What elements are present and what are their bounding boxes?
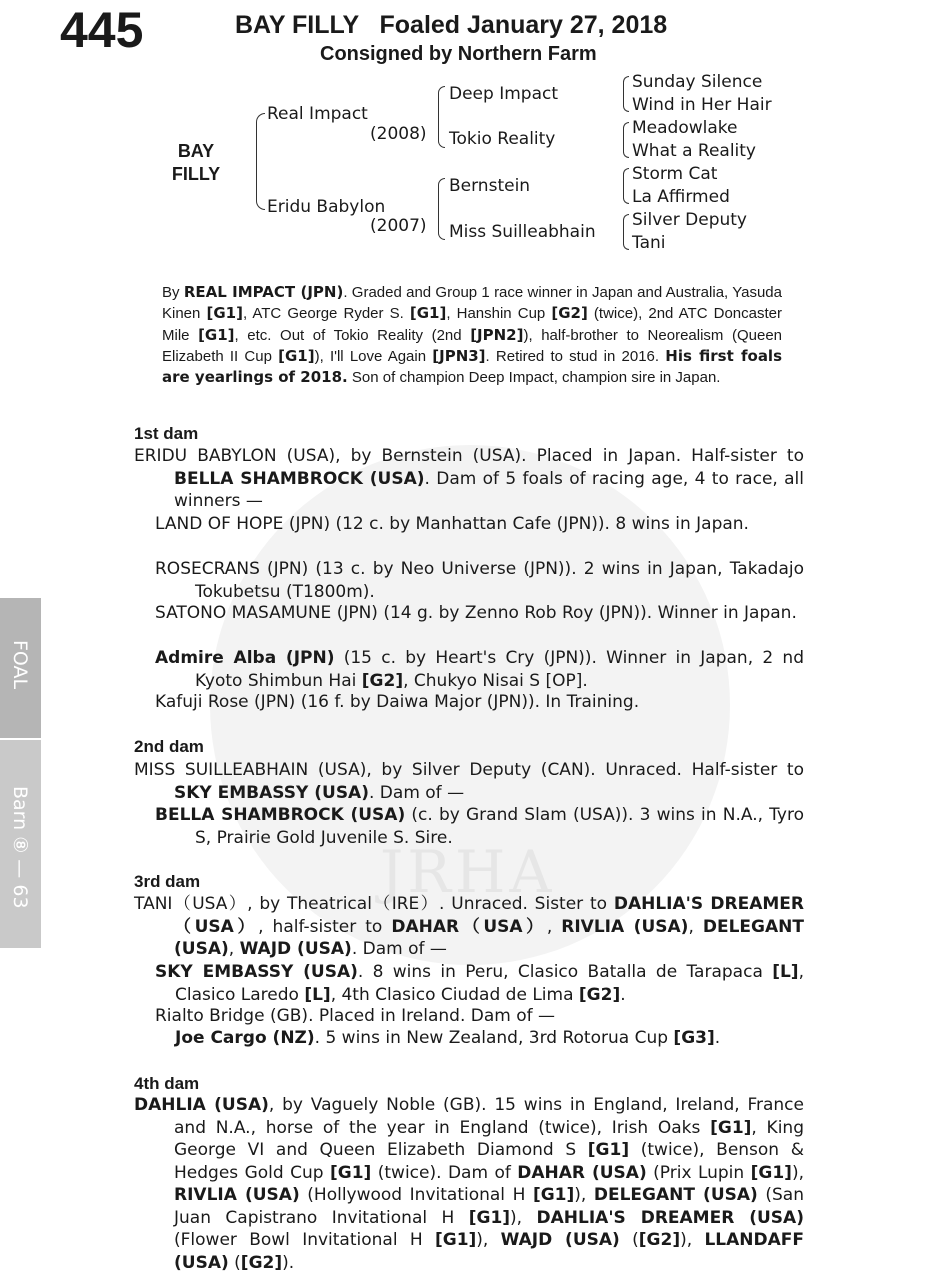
bold-name: BELLA SHAMBROCK (USA): [174, 468, 425, 489]
text: , Hanshin Cup: [446, 305, 552, 323]
bold-name: WAJD (USA): [500, 1230, 620, 1250]
section-heading-2nd-dam: 2nd dam: [134, 737, 204, 756]
sire-sire: Deep Impact: [449, 84, 558, 104]
dam-paragraph: [134, 759, 804, 804]
text: , Clasico Laredo: [175, 962, 804, 1005]
text: (Flower Bowl Invitational H: [174, 1230, 435, 1250]
page-title: BAY FILLY Foaled January 27, 2018: [235, 11, 668, 39]
section-heading-4th-dam: 4th dam: [134, 1074, 200, 1093]
dam-name: Eridu Babylon: [267, 197, 386, 217]
foal-entry: SATONO MASAMUNE (JPN) (14 g. by Zenno Rob Roy (JPN)). Winner in Japan.: [155, 603, 797, 623]
text: , half-sister to: [258, 916, 392, 937]
foal-entry: [155, 804, 804, 849]
pedigree-g3: Storm Cat: [632, 164, 718, 184]
grade-badge: [G1]: [434, 1230, 477, 1250]
text: , ATC George Ryder S.: [242, 305, 410, 323]
bold-name: BELLA SHAMBROCK (USA): [155, 805, 406, 825]
text: . Graded and Group 1 race winner in Japan and Australia, Yasuda Kinen: [162, 284, 782, 323]
foal-entry: Rialto Bridge (GB). Placed in Ireland. Dam of —: [155, 1006, 556, 1026]
foal-entry: [175, 1027, 804, 1050]
bold-name: DAHAR (USA): [517, 1162, 647, 1183]
bold-name: Admire Alba (JPN): [155, 648, 335, 668]
text: ).: [282, 1252, 295, 1273]
grade-badge: [G1]: [587, 1140, 630, 1160]
brace: [438, 178, 445, 240]
section-heading-3rd-dam: 3rd dam: [134, 872, 201, 891]
foal-entry: ROSECRANS (JPN) (13 c. by Neo Universe (JPN)). 2 wins in Japan, Takadajo Tokubetsu (T1800m).: [155, 559, 804, 602]
text: (twice). Dam of: [371, 1162, 518, 1183]
sire-bold: REAL IMPACT (JPN): [183, 283, 344, 301]
text: , Chukyo Nisai S [OP].: [403, 670, 588, 691]
text: . Dam of —: [351, 939, 447, 959]
brace: [623, 214, 629, 250]
bold-name: DAHAR（USA）: [391, 916, 547, 937]
grade-badge: [G1]: [750, 1162, 792, 1183]
grade-badge: [G1]: [206, 304, 243, 323]
text: ),: [574, 1185, 594, 1205]
foal-entry: LAND OF HOPE (JPN) (12 c. by Manhattan Cafe (JPN)). 8 wins in Japan.: [155, 514, 749, 534]
text: ,: [228, 939, 240, 959]
brace: [623, 122, 629, 158]
pedigree-g3: Sunday Silence: [632, 72, 763, 92]
brace: [256, 113, 265, 210]
brace: [623, 76, 629, 112]
text: (15 c. by Heart's Cry (JPN)). Winner in Japan, 2 nd Kyoto Shimbun Hai: [195, 648, 804, 691]
text: (twice), Benson & Hedges Gold Cup: [174, 1140, 804, 1183]
bold-note: His first foals are yearlings of 2018.: [162, 346, 783, 387]
text: ),: [680, 1230, 705, 1250]
grade-badge: [G1]: [532, 1185, 575, 1205]
grade-badge: [L]: [772, 962, 799, 982]
sire-year: (2008): [370, 124, 427, 144]
text: . Dam of —: [369, 782, 465, 803]
foal-tab-label: FOAL: [9, 640, 31, 690]
text: , 4th Clasico Ciudad de Lima: [330, 984, 579, 1005]
text: .: [620, 984, 626, 1005]
text: MISS SUILLEABHAIN (USA), by Silver Deputy (CAN). Unraced. Half-sister to: [134, 760, 804, 780]
bold-name: DELEGANT (USA): [174, 916, 804, 959]
text: (c. by Grand Slam (USA)). 3 wins in N.A., Tyro S, Prairie Gold Juvenile S. Sire.: [195, 805, 804, 848]
text: , by Vaguely Noble (GB). 15 wins in England, Ireland, France and N.A., horse of the year in England (twice), Irish Oaks: [174, 1095, 804, 1138]
bold-name: DAHLIA'S DREAMER (USA): [536, 1207, 804, 1228]
bold-name: SKY EMBASSY (USA): [155, 962, 358, 982]
text: ),: [476, 1230, 501, 1250]
grade-badge: [G2]: [551, 304, 588, 323]
sire-name: Real Impact: [267, 104, 368, 124]
subject-line: BAY: [177, 141, 215, 161]
bold-name: RIVLIA (USA): [561, 916, 689, 937]
foal-entry: Kafuji Rose (JPN) (16 f. by Daiwa Major (JPN)). In Training.: [155, 692, 640, 712]
bold-name: RIVLIA (USA): [174, 1185, 300, 1205]
text: ERIDU BABYLON (USA), by Bernstein (USA). Placed in Japan. Half-sister to: [134, 446, 804, 466]
text: ), half-brother to Neorealism (Queen Elizabeth II Cup: [162, 326, 783, 365]
grade-badge: [L]: [304, 984, 331, 1005]
text: ),: [791, 1162, 804, 1183]
dam-paragraph: [134, 445, 804, 513]
text: TANI（USA）, by Theatrical（IRE）. Unraced. Sister to: [134, 894, 614, 914]
text: , etc. Out of Tokio Reality (2nd: [234, 326, 471, 344]
subject-line: FILLY: [171, 164, 221, 184]
grade-badge: [G1]: [278, 346, 315, 365]
text: , King George VI and Queen Elizabeth Diamond S: [174, 1117, 804, 1160]
bold-name: WAJD (USA): [239, 939, 352, 959]
text: (San Juan Capistrano Invitational H: [174, 1185, 804, 1228]
bold-name: SKY EMBASSY (USA): [174, 782, 369, 803]
text: ,: [546, 916, 562, 937]
text: ,: [688, 916, 703, 937]
dam-year: (2007): [370, 216, 427, 236]
sire-summary: [162, 282, 782, 388]
foal-entry: [155, 647, 804, 692]
watermark-text: JRHA: [380, 838, 556, 906]
bold-name: LLANDAFF (USA): [174, 1230, 804, 1273]
bold-name: DAHLIA (USA): [134, 1095, 269, 1115]
grade-badge: [G2]: [578, 984, 621, 1005]
consignor-line: Consigned by Northern Farm: [320, 43, 597, 65]
grade-badge: [JPN3]: [432, 346, 486, 365]
brace: [623, 168, 629, 204]
pedigree-g3: Tani: [632, 233, 666, 253]
grade-badge: [G1]: [468, 1207, 511, 1228]
bold-name: DAHLIA'S DREAMER（USA）: [174, 894, 804, 937]
foal-entry: [155, 961, 804, 1006]
text: (Prix Lupin: [646, 1162, 751, 1183]
brace: [438, 86, 445, 148]
text: Son of champion Deep Impact, champion sire in Japan.: [347, 369, 721, 387]
text: (: [619, 1230, 639, 1250]
text: . 5 wins in New Zealand, 3rd Rotorua Cup: [314, 1028, 674, 1048]
barn-tab: [0, 740, 41, 948]
text: (Hollywood Invitational H: [299, 1185, 533, 1205]
section-heading-1st-dam: 1st dam: [134, 424, 199, 443]
grade-badge: [G2]: [361, 670, 404, 691]
bold-name: DELEGANT (USA): [593, 1185, 758, 1205]
bold-name: Joe Cargo (NZ): [175, 1028, 315, 1048]
grade-badge: [G3]: [673, 1028, 715, 1048]
lot-number: 445: [60, 2, 144, 58]
grade-badge: [G1]: [710, 1117, 752, 1138]
grade-badge: [G1]: [409, 304, 447, 323]
pedigree-g3: What a Reality: [632, 141, 756, 161]
text: (: [228, 1252, 241, 1273]
barn-tab-label: Barn ⑧ — 63: [9, 786, 31, 909]
pedigree-g3: Meadowlake: [632, 118, 738, 138]
text: . 8 wins in Peru, Clasico Batalla de Tarapaca: [357, 962, 773, 982]
grade-badge: [JPN2]: [470, 325, 524, 344]
grade-badge: [G1]: [198, 325, 235, 344]
text: ), I'll Love Again: [314, 347, 433, 365]
grade-badge: [G2]: [638, 1230, 681, 1250]
text: . Retired to stud in 2016.: [485, 347, 666, 365]
pedigree-g3: Silver Deputy: [632, 210, 747, 230]
dam-paragraph: [134, 1094, 804, 1274]
text: (twice), 2nd ATC Doncaster Mile: [162, 305, 782, 344]
dam-sire: Bernstein: [449, 176, 531, 196]
pedigree-g3: La Affirmed: [632, 187, 730, 207]
foal-tab: [0, 598, 41, 738]
dam-paragraph: [134, 893, 804, 961]
pedigree-subject: [168, 140, 224, 186]
grade-badge: [G2]: [240, 1252, 283, 1273]
grade-badge: [G1]: [329, 1162, 372, 1183]
text: By: [162, 284, 184, 301]
sire-dam: Tokio Reality: [449, 129, 556, 149]
pedigree-g3: Wind in Her Hair: [632, 95, 772, 115]
text: . Dam of 5 foals of racing age, 4 to race, all winners —: [174, 468, 804, 511]
text: ),: [510, 1207, 537, 1228]
dam-dam: Miss Suilleabhain: [449, 222, 596, 242]
text: .: [714, 1028, 721, 1048]
